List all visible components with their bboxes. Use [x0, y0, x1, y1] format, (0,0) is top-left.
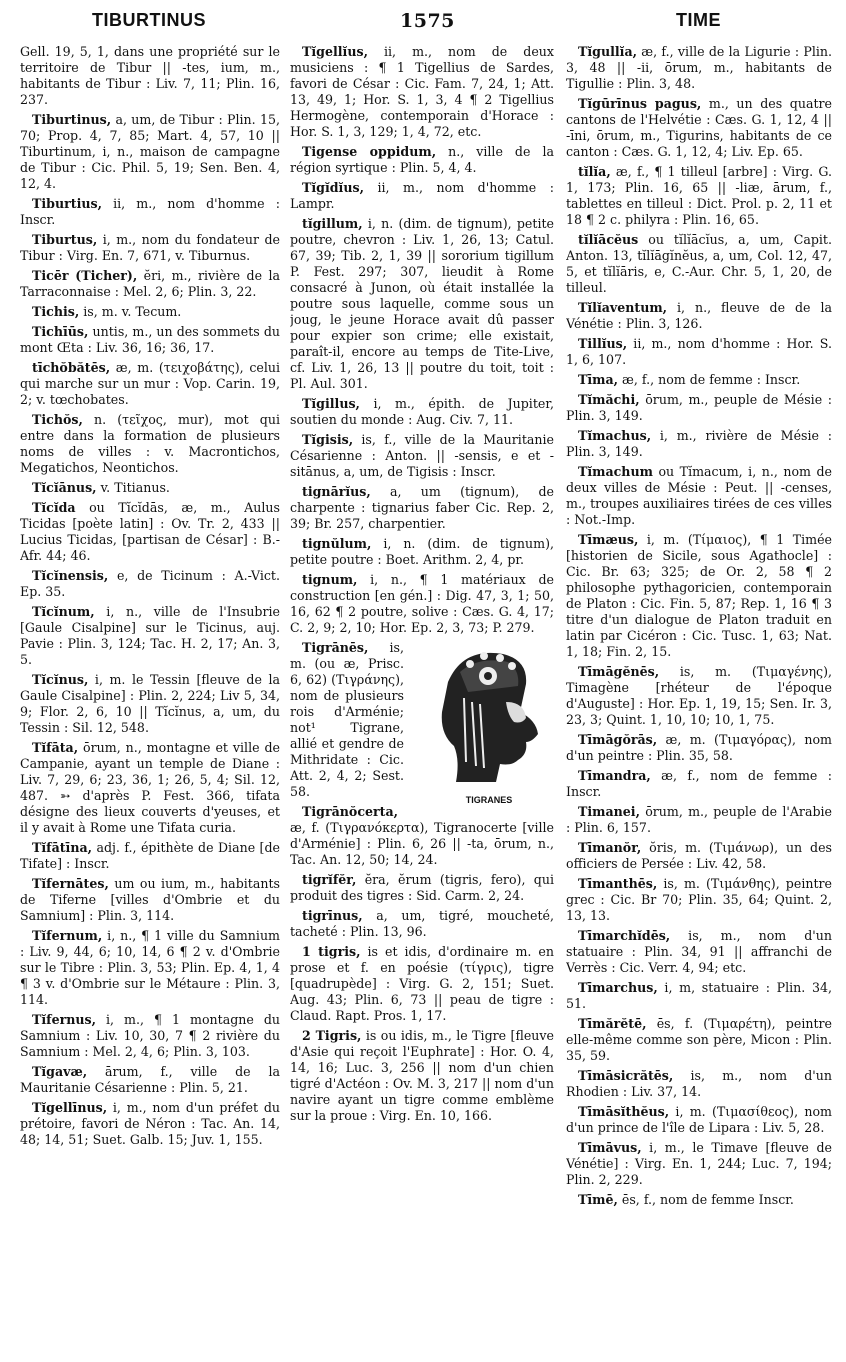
entry-definition: i, m., rivière de Mésie : Plin. 3, 149. — [566, 428, 832, 459]
entry-headword: tignum, — [302, 572, 358, 587]
dictionary-entry — [20, 740, 280, 836]
dictionary-entry — [566, 928, 832, 976]
entry-definition: is, m. (ou æ, Prisc. 6, 62) (Τιγράνης), nom de plusieurs rois d'Arménie; not¹ Tigrane, allié et gendre de Mithridate : Cic. Att. 2, 4, 2; Sest. 58. — [290, 640, 404, 799]
entry-headword: Tĭgellĭus, — [302, 44, 368, 59]
entry-definition: is, f., ville de la Mauritanie Césarienne : Anton. || -sensis, e et -sitānus, a, um, de Tigisis : Inscr. — [290, 432, 554, 479]
entry-definition: æ, m. (τειχοβάτης), celui qui marche sur un mur : Vop. Carin. 19, 2; v. tœchobates. — [20, 360, 280, 407]
dictionary-entry — [290, 944, 554, 1024]
dictionary-entry — [566, 840, 832, 872]
tigranes-coin-image — [408, 642, 554, 792]
entry-definition: i, m., épith. de Jupiter, soutien du monde : Aug. Civ. 7, 11. — [290, 396, 554, 427]
entry-headword: Tīmanŏr, — [578, 840, 642, 855]
dictionary-entry — [20, 500, 280, 564]
dictionary-entry — [20, 412, 280, 476]
entry-definition: ōrum, m., peuple de Mésie : Plin. 3, 149. — [566, 392, 832, 423]
dictionary-entry — [20, 876, 280, 924]
entry-headword: Tīmarchĭdēs, — [578, 928, 671, 943]
entry-headword: Tĭcĭānus, — [32, 480, 97, 495]
dictionary-entry — [20, 568, 280, 600]
entry-headword: 1 tigris, — [302, 944, 361, 959]
entry-definition: ii, m., nom de deux musiciens : ¶ 1 Tigellius de Sardes, favori de César : Cic. Fam. 7, 24, 1; Att. 13, 49, 1; Hor. S. 1, 3, 4 ¶ 2 Tigellius Hermogène, contemporain d'Horace : Hor. S. 1, 3, 129; 1, 4, 72, etc. — [290, 44, 554, 139]
entry-definition: ou tĭlĭācĭus, a, um, Capit. Anton. 13, tĭlĭāgĭnĕus, a, um, Col. 12, 47, 5, et tĭlĭāris, e, C.-Aur. Chr. 5, 1, 20, de tilleul. — [566, 232, 832, 295]
entry-definition: ĕra, ĕrum (tigris, fero), qui produit des tigres : Sid. Carm. 2, 24. — [290, 872, 554, 903]
dictionary-entry — [566, 532, 832, 660]
entry-headword: Tĭlĭaventum, — [578, 300, 668, 315]
entry-definition: is ou idis, m., le Tigre [fleuve d'Asie qui reçoit l'Euphrate] : Hor. O. 4, 14, 16; Luc. 3, 256 || nom d'un chien tigré d'Actéon : Ov. M. 3, 217 || nom d'un navire ayant un tigre comme emblème sur la proue : Virg. En. 10, 166. — [290, 1028, 554, 1123]
entry-headword: Tĭgellīnus, — [32, 1100, 108, 1115]
page-number: 1575 — [400, 10, 455, 32]
column-1 — [20, 44, 280, 1360]
entry-headword: tigrīnus, — [302, 908, 363, 923]
dictionary-entry — [290, 396, 554, 428]
entry-definition: æ, f., ville de la Ligurie : Plin. 3, 48 || -ii, ōrum, m., habitants de Tigullie : Plin. 3, 48. — [566, 44, 832, 91]
entry-definition: a, um, de Tibur : Plin. 15, 70; Prop. 4, 7, 85; Mart. 4, 57, 10 || Tiburtinum, i, n., maison de campagne de Tibur : Cic. Phil. 5, 19; Sen. Ben. 4, 12, 4. — [20, 112, 280, 191]
dictionary-entry — [566, 428, 832, 460]
entry-headword: Tīmē, — [578, 1192, 618, 1207]
entry-headword: Tĭfātīna, — [32, 840, 93, 855]
column-2 — [290, 44, 554, 1360]
dictionary-entry — [566, 1140, 832, 1188]
entry-definition: a, um (tignum), de charpente : tignarius faber Cic. Rep. 2, 39; Br. 257, charpentier. — [290, 484, 554, 531]
entry-headword: Tĭcĭnus, — [32, 672, 89, 687]
dictionary-entry — [20, 1100, 280, 1148]
entry-definition: m., un des quatre cantons de l'Helvétie : Cæs. G. 1, 12, 4 || -īni, ōrum, m., Tigurins, habitants de ce canton : Cæs. G. 1, 12, 4; Liv. Ep. 65. — [566, 96, 832, 159]
entry-definition: ōrum, n., montagne et ville de Campanie, ayant un temple de Diane : Liv. 7, 29, 6; 23, 36, 1; 26, 5, 4; Sil. 12, 487. ➳ d'après P. Fest. 366, tifata désigne des lieux couverts d'yeuses, et il y avait à Rome une Tifata curia. — [20, 740, 280, 835]
dictionary-entry — [290, 804, 554, 868]
entry-headword: 2 Tigris, — [302, 1028, 362, 1043]
dictionary-entry — [20, 604, 280, 668]
entry-headword: tigrĭfĕr, — [302, 872, 357, 887]
dictionary-entry — [290, 180, 554, 212]
right-running-head: TIME — [676, 10, 721, 30]
column-3 — [566, 44, 832, 1360]
dictionary-entry — [20, 1012, 280, 1060]
entry-definition: is, m., nom d'un statuaire : Plin. 34, 91 || affranchi de Verrès : Cic. Verr. 4, 94; etc. — [566, 928, 832, 975]
entry-definition: i, n., ¶ 1 matériaux de construction [en gén.] : Dig. 47, 3, 1; 50, 16, 62 ¶ 2 poutre, solive : Cæs. G. 4, 17; C. 2, 9; 2, 10; Hor. Ep. 2, 3, 73; P. 279. — [290, 572, 554, 635]
entry-definition: i, m. (Τίμαιος), ¶ 1 Timée [historien de Sicile, sous Agathocle] : Cic. Br. 63; 325; de Or. 2, 58 ¶ 2 philosophe pythagoricien, contemporain de Platon : Cic. Fin. 5, 87; Rep. 1, 16 ¶ 3 titre d'un dialogue de Platon traduit en latin par Cicéron : Cic. Tusc. 1, 63; Nat. 1, 18; Fin. 2, 15. — [566, 532, 832, 659]
entry-headword: Tĭmachus, — [578, 428, 652, 443]
entry-definition: i, m., le Timave [fleuve de Vénétie] : Virg. En. 1, 244; Luc. 7, 194; Plin. 2, 229. — [566, 1140, 832, 1187]
entry-headword: Tĭfernum, — [32, 928, 103, 943]
dictionary-entry — [20, 112, 280, 192]
entry-definition: untis, m., un des sommets du mont Œta : Liv. 36, 16; 36, 17. — [20, 324, 280, 355]
entry-definition: is, m. (Τιμάνθης), peintre grec : Cic. Br 70; Plin. 35, 64; Quint. 2, 13, 13. — [566, 876, 832, 923]
entry-headword: Tīma, — [578, 372, 619, 387]
dictionary-entry — [290, 908, 554, 940]
entry-definition: i, n. (dim. de tignum), petite poutre, chevron : Liv. 1, 26, 13; Catul. 67, 39; Tib. 2, 1, 39 || sororium tigillum P. Fest. 297; 307, lieudit à Rome consacré à Junon, où était installée la poutre sous laquelle, comme sous un joug, le jeune Horace avait dû passer pour expier son crime; elle existait, paraît-il, encore au temps de Tite-Live, cf. Liv. 1, 26, 13 || poutre du toit, toit : Pl. Aul. 301. — [290, 216, 554, 391]
entry-headword: Tīmāgĕnēs, — [578, 664, 660, 679]
dictionary-entry — [566, 372, 832, 388]
entry-headword: Ticēr (Ticher), — [32, 268, 138, 283]
entry-headword: Tichis, — [32, 304, 80, 319]
entry-headword: Tigrānēs, — [302, 640, 369, 655]
entry-headword: Tichŏs, — [32, 412, 83, 427]
entry-definition: æ, f., nom de femme : Inscr. — [566, 768, 832, 799]
dictionary-entry — [20, 480, 280, 496]
dictionary-entry — [290, 484, 554, 532]
left-running-head: TIBURTINUS — [92, 10, 206, 30]
dictionary-entry — [566, 464, 832, 528]
entry-headword: Tichīūs, — [32, 324, 89, 339]
entry-definition: n. (τεῖχος, mur), mot qui entre dans la formation de plusieurs noms de villes : v. Macrontichos, Megatichos, Neontichos. — [20, 412, 280, 475]
entry-headword: tĭgillum, — [302, 216, 363, 231]
entry-definition: ārum, f., ville de la Mauritanie Césarienne : Plin. 5, 21. — [20, 1064, 280, 1095]
entry-headword: Tĭcĭda — [32, 500, 76, 515]
dictionary-entry — [566, 804, 832, 836]
entry-definition: ĕri, m., rivière de la Tarraconnaise : Mel. 2, 6; Plin. 3, 22. — [20, 268, 280, 299]
entry-headword: Tiburtius, — [32, 196, 102, 211]
entry-definition: ou Tĭcĭdās, æ, m., Aulus Ticidas [poète latin] : Ov. Tr. 2, 433 || Lucius Ticidas, [partisan de César] : B.-Afr. 44; 46. — [20, 500, 280, 563]
entry-definition: ēs, f. (Τιμαρέτη), peintre elle-même comme son père, Micon : Plin. 35, 59. — [566, 1016, 832, 1063]
entry-headword: Tĭgĭdĭus, — [302, 180, 364, 195]
entry-definition: ŏris, m. (Τιμάνωρ), un des officiers de Persée : Liv. 42, 58. — [566, 840, 832, 871]
entry-headword: Tĭgisis, — [302, 432, 354, 447]
entry-definition: æ, m. (Τιμαγόρας), nom d'un peintre : Plin. 35, 58. — [566, 732, 832, 763]
entry-definition: i, n., fleuve de de la Vénétie : Plin. 3, 126. — [566, 300, 832, 331]
entry-definition: ēs, f., nom de femme Inscr. — [617, 1192, 794, 1207]
entry-definition: is et idis, d'ordinaire m. en prose et f. en poésie (τίγρις), tigre [quadrupède] : Virg. G. 2, 151; Suet. Aug. 43; Plin. 6, 73 || peau de tigre : Claud. Rapt. Pros. 1, 17. — [290, 944, 554, 1023]
dictionary-entry — [566, 1104, 832, 1136]
dictionary-entry — [20, 840, 280, 872]
entry-definition: n., ville de la région syrtique : Plin. 5, 4, 4. — [290, 144, 554, 175]
dictionary-entry — [566, 300, 832, 332]
entry-headword: Tĭfernātes, — [32, 876, 109, 891]
dictionary-entry — [20, 1064, 280, 1096]
dictionary-entry — [20, 360, 280, 408]
entry-headword: tīchŏbătēs, — [32, 360, 111, 375]
entry-definition: v. Titianus. — [96, 480, 170, 495]
dictionary-entry — [290, 44, 554, 140]
dictionary-entry — [566, 1192, 832, 1208]
dictionary-entry — [20, 928, 280, 1008]
entry-headword: Tĭcĭnensis, — [32, 568, 109, 583]
dictionary-entry — [290, 1028, 554, 1124]
entry-definition: a, um, tigré, moucheté, tacheté : Plin. 13, 96. — [290, 908, 554, 939]
entry-headword: Tīmarchus, — [578, 980, 658, 995]
dictionary-entry — [20, 268, 280, 300]
entry-headword: Tĭcĭnum, — [32, 604, 95, 619]
entry-headword: Tĭfernus, — [32, 1012, 97, 1027]
entry-definition: æ, f., ¶ 1 tilleul [arbre] : Virg. G. 1, 173; Plin. 16, 65 || -liæ, ārum, f., tablettes en tilleul : Dict. Prol. p. 2, 11 et 18 ¶ 2 c. philyra : Plin. 16, 65. — [566, 164, 832, 227]
tigranes-portrait — [408, 642, 554, 808]
dictionary-entry — [566, 1016, 832, 1064]
entry-definition: i, n., ¶ 1 ville du Samnium : Liv. 9, 44, 6; 10, 14, 6 ¶ 2 v. d'Ombrie sur le Tibre : Plin. 3, 53; Plin. Ep. 4, 1, 4 ¶ 3 v. d'Ombrie sur le Métaure : Plin. 3, 114. — [20, 928, 280, 1007]
dictionary-entry — [290, 432, 554, 480]
dictionary-entry — [290, 640, 554, 805]
entry-definition: is, m. (Τιμαγένης), Timagène [rhéteur de l'époque d'Auguste] : Hor. Ep. 1, 19, 15; Sen. Ir. 3, 23, 3; Quint. 1, 10, 10; 10, 1, 75. — [566, 664, 832, 727]
entry-definition: Gell. 19, 5, 1, dans une propriété sur le territoire de Tibur || -tes, ium, m., habitants de Tibur : Liv. 7, 11; Plin. 16, 237. — [20, 44, 280, 107]
entry-headword: Tīmanthēs, — [578, 876, 658, 891]
entry-definition: ii, m., nom d'homme : Hor. S. 1, 6, 107. — [566, 336, 832, 367]
entry-headword: Timanei, — [578, 804, 640, 819]
dictionary-entry — [20, 232, 280, 264]
dictionary-entry — [566, 336, 832, 368]
entry-headword: Tīmæus, — [578, 532, 639, 547]
entry-definition: e, de Ticinum : A.-Vict. Ep. 35. — [20, 568, 280, 599]
entry-headword: tignārĭus, — [302, 484, 371, 499]
dictionary-entry — [20, 324, 280, 356]
entry-headword: Tĭgūrīnus pagus, — [578, 96, 702, 111]
entry-headword: tĭlĭācĕus — [578, 232, 639, 247]
entry-headword: tĭlĭa, — [578, 164, 611, 179]
dictionary-entry — [566, 768, 832, 800]
dictionary-entry — [290, 572, 554, 636]
entry-headword: Tiburtus, — [32, 232, 98, 247]
dictionary-entry — [20, 304, 280, 320]
dictionary-entry — [290, 144, 554, 176]
entry-headword: Tĭfāta, — [32, 740, 79, 755]
dictionary-entry — [290, 536, 554, 568]
dictionary-entry — [566, 96, 832, 160]
entry-headword: Tīmāvus, — [578, 1140, 642, 1155]
entry-definition: i, n., ville de l'Insubrie [Gaule Cisalpine] sur le Ticinus, auj. Pavie : Plin. 3, 124; Tac. H. 2, 17; An. 3, 5. — [20, 604, 280, 667]
entry-definition: adj. f., épithète de Diane [de Tifate] : Inscr. — [20, 840, 280, 871]
entry-definition: um ou ium, m., habitants de Tiferne [villes d'Ombrie et du Samnium] : Plin. 3, 114. — [20, 876, 280, 923]
entry-definition: i, m., nom du fondateur de Tibur : Virg. En. 7, 671, v. Tiburnus. — [20, 232, 280, 263]
dictionary-entry — [566, 1068, 832, 1100]
entry-definition: i, m., nom d'un préfet du prétoire, favori de Néron : Tac. An. 14, 48; 14, 51; Suet. Galb. 15; Juv. 1, 155. — [20, 1100, 280, 1147]
dictionary-entry — [566, 980, 832, 1012]
entry-headword: Tīmāgŏrās, — [578, 732, 658, 747]
entry-definition: ou Tĭmacum, i, n., nom de deux villes de Mésie : Peut. || -censes, m., troupes auxiliaires tirées de ces villes : Not.-Imp. — [566, 464, 832, 527]
entry-definition: i, m., ¶ 1 montagne du Samnium : Liv. 10, 30, 7 ¶ 2 rivière du Samnium : Mel. 2, 4, 6; Plin. 3, 103. — [20, 1012, 280, 1059]
dictionary-entry — [566, 232, 832, 296]
entry-definition: is, m. v. Tecum. — [79, 304, 182, 319]
entry-headword: Tigense oppidum, — [302, 144, 437, 159]
entry-definition: i, n. (dim. de tignum), petite poutre : Boet. Arithm. 2, 4, pr. — [290, 536, 554, 567]
dictionary-entry — [20, 44, 280, 108]
dictionary-entry — [566, 44, 832, 92]
entry-headword: Tigrānŏcerta, — [302, 804, 398, 819]
entry-definition: i, m, statuaire : Plin. 34, 51. — [566, 980, 832, 1011]
entry-definition: i, m. (Τιμασίθεος), nom d'un prince de l'île de Lipara : Liv. 5, 28. — [566, 1104, 832, 1135]
entry-definition: ōrum, m., peuple de l'Arabie : Plin. 6, 157. — [566, 804, 832, 835]
dictionary-entry — [566, 392, 832, 424]
entry-definition: æ, f. (Τιγρανόκερτα), Tigranocerte [ville d'Arménie] : Plin. 6, 26 || -ta, ōrum, n., Tac. An. 12, 50; 14, 24. — [290, 820, 554, 867]
page-header — [0, 10, 846, 38]
entry-headword: Tĭgillus, — [302, 396, 360, 411]
dictionary-entry — [290, 872, 554, 904]
entry-headword: tignŭlum, — [302, 536, 372, 551]
entry-headword: Tĭmachum — [578, 464, 653, 479]
entry-headword: Tĭgullĭa, — [578, 44, 638, 59]
dictionary-entry — [20, 672, 280, 736]
dictionary-entry — [20, 196, 280, 228]
dictionary-entry — [566, 164, 832, 228]
entry-headword: Tĭmăchi, — [578, 392, 640, 407]
dictionary-entry — [566, 664, 832, 728]
entry-definition: æ, f., nom de femme : Inscr. — [618, 372, 801, 387]
entry-headword: Tiburtinus, — [32, 112, 112, 127]
entry-headword: Tīmāsicrătēs, — [578, 1068, 674, 1083]
entry-headword: Tĭgavæ, — [32, 1064, 88, 1079]
dictionary-entry — [566, 732, 832, 764]
figure-caption: TIGRANES — [465, 795, 513, 805]
entry-headword: Tillĭus, — [578, 336, 628, 351]
entry-definition: ii, m., nom d'homme : Lampr. — [290, 180, 554, 211]
entry-definition: i, m. le Tessin [fleuve de la Gaule Cisalpine] : Plin. 2, 224; Liv 5, 34, 9; Flor. 2, 6, 10 || Tĭcĭnus, a, um, du Tessin : Sil. 12, 548. — [20, 672, 280, 735]
entry-headword: Tīmărĕtē, — [578, 1016, 647, 1031]
entry-definition: ii, m., nom d'homme : Inscr. — [20, 196, 280, 227]
dictionary-entry — [290, 216, 554, 392]
dictionary-entry — [566, 876, 832, 924]
entry-definition: is, m., nom d'un Rhodien : Liv. 37, 14. — [566, 1068, 832, 1099]
entry-headword: Tīmāsĭthĕus, — [578, 1104, 670, 1119]
entry-headword: Tīmandra, — [578, 768, 651, 783]
